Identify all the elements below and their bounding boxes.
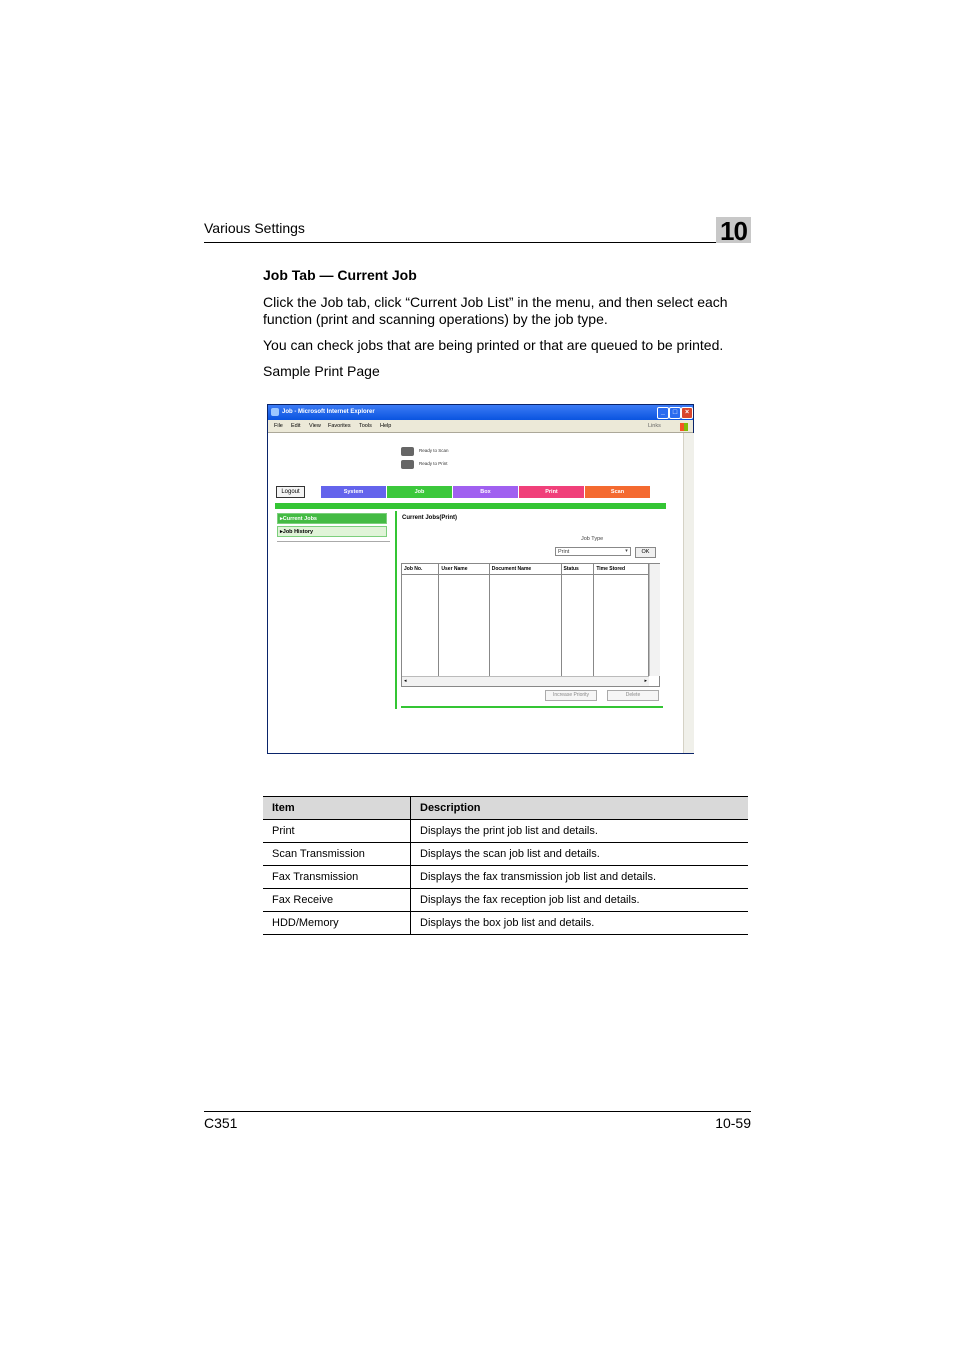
table-row [263, 866, 748, 889]
tab-scan[interactable]: Scan [585, 486, 651, 498]
browser-menubar [268, 420, 693, 433]
table-row [263, 843, 748, 866]
running-header-title: Various Settings [204, 220, 305, 236]
menu-file[interactable]: File [274, 423, 283, 429]
tab-system[interactable]: System [321, 486, 387, 498]
print-status: Ready to Print [419, 461, 448, 466]
menu-help[interactable]: Help [380, 423, 392, 429]
logout-button[interactable]: Logout [276, 486, 305, 498]
header-description: Description [411, 797, 749, 820]
section-title: Job Tab — Current Job [263, 267, 417, 283]
item-cell: Print [263, 820, 411, 843]
table-row [263, 820, 748, 843]
menu-edit[interactable]: Edit [291, 423, 301, 429]
col-user-name[interactable]: User Name [439, 564, 489, 575]
chapter-number: 10 [716, 217, 751, 243]
job-list-table [402, 564, 649, 678]
job-type-label: Job Type [581, 536, 604, 542]
footer-model: C351 [204, 1115, 238, 1131]
close-icon[interactable]: × [681, 407, 693, 419]
grid-horizontal-scrollbar[interactable] [402, 676, 649, 686]
job-type-value: Print [558, 549, 570, 555]
windows-logo-icon [680, 423, 688, 431]
item-cell: Fax Transmission [263, 866, 411, 889]
header-item: Item [263, 797, 411, 820]
description-cell: Displays the print job list and details. [411, 820, 749, 843]
col-document-name[interactable]: Document Name [489, 564, 561, 575]
menu-view[interactable]: View [309, 423, 321, 429]
item-cell: Fax Receive [263, 889, 411, 912]
description-cell: Displays the fax transmission job list and details. [411, 866, 749, 889]
grid-vertical-scrollbar[interactable] [649, 564, 660, 676]
printer-icon [401, 460, 414, 469]
job-list-grid [401, 563, 660, 687]
window-title: Job - Microsoft Internet Explorer [282, 409, 375, 415]
empty-cell [402, 575, 439, 679]
col-time-stored[interactable]: Time Stored [594, 564, 649, 575]
table-row [263, 912, 748, 935]
menu-tools[interactable]: Tools [359, 423, 372, 429]
menu-favorites[interactable]: Favorites [328, 423, 351, 429]
footer-rule [204, 1111, 751, 1112]
tab-job[interactable]: Job [387, 486, 453, 498]
sidebar-item-job-history[interactable]: ▸Job History [277, 526, 387, 537]
content-title: Current Jobs(Print) [402, 515, 458, 521]
col-job-no[interactable]: Job No. [402, 564, 439, 575]
col-status[interactable]: Status [561, 564, 594, 575]
item-description-table [263, 796, 748, 935]
browser-content [268, 433, 683, 753]
maximize-icon[interactable]: □ [669, 407, 681, 419]
content-divider [395, 511, 397, 709]
ie-icon [271, 408, 279, 416]
scan-status: Ready to Scan [419, 448, 449, 453]
minimize-icon[interactable]: _ [657, 407, 669, 419]
empty-cell [489, 575, 561, 679]
sidebar-item-current-jobs[interactable]: ▸Current Jobs [277, 513, 387, 524]
description-cell: Displays the scan job list and details. [411, 843, 749, 866]
dropdown-arrow-icon[interactable]: ▾ [625, 548, 628, 554]
content-bottom-rule [401, 706, 663, 708]
empty-cell [561, 575, 594, 679]
sidebar-divider [277, 541, 390, 542]
header-rule [204, 242, 751, 243]
window-titlebar [268, 405, 693, 420]
delete-button[interactable]: Delete [607, 690, 659, 701]
empty-cell [594, 575, 649, 679]
description-cell: Displays the box job list and details. [411, 912, 749, 935]
tab-print[interactable]: Print [519, 486, 585, 498]
info-paragraph: You can check jobs that are being printed or that are queued to be printed. [263, 337, 724, 353]
tab-underline-bar [275, 503, 666, 509]
footer-page-number: 10-59 [715, 1115, 751, 1131]
sample-print-page-screenshot [267, 404, 694, 754]
scanner-icon [401, 447, 414, 456]
description-cell: Displays the fax reception job list and details. [411, 889, 749, 912]
links-label[interactable]: Links [648, 423, 661, 429]
browser-vertical-scrollbar[interactable] [683, 433, 694, 753]
item-cell: Scan Transmission [263, 843, 411, 866]
job-type-select[interactable] [555, 547, 631, 556]
empty-cell [439, 575, 489, 679]
tab-box[interactable]: Box [453, 486, 519, 498]
scroll-right-icon[interactable]: ▸ [644, 678, 647, 684]
table-row [263, 889, 748, 912]
increase-priority-button[interactable]: Increase Priority [545, 690, 597, 701]
ok-button[interactable]: OK [635, 547, 656, 558]
sample-caption: Sample Print Page [263, 363, 380, 379]
item-cell: HDD/Memory [263, 912, 411, 935]
scroll-left-icon[interactable]: ◂ [404, 678, 407, 684]
instruction-paragraph: Click the Job tab, click “Current Job List” in the menu, and then select each function (print and scanning operations) by the job type. [263, 294, 728, 327]
